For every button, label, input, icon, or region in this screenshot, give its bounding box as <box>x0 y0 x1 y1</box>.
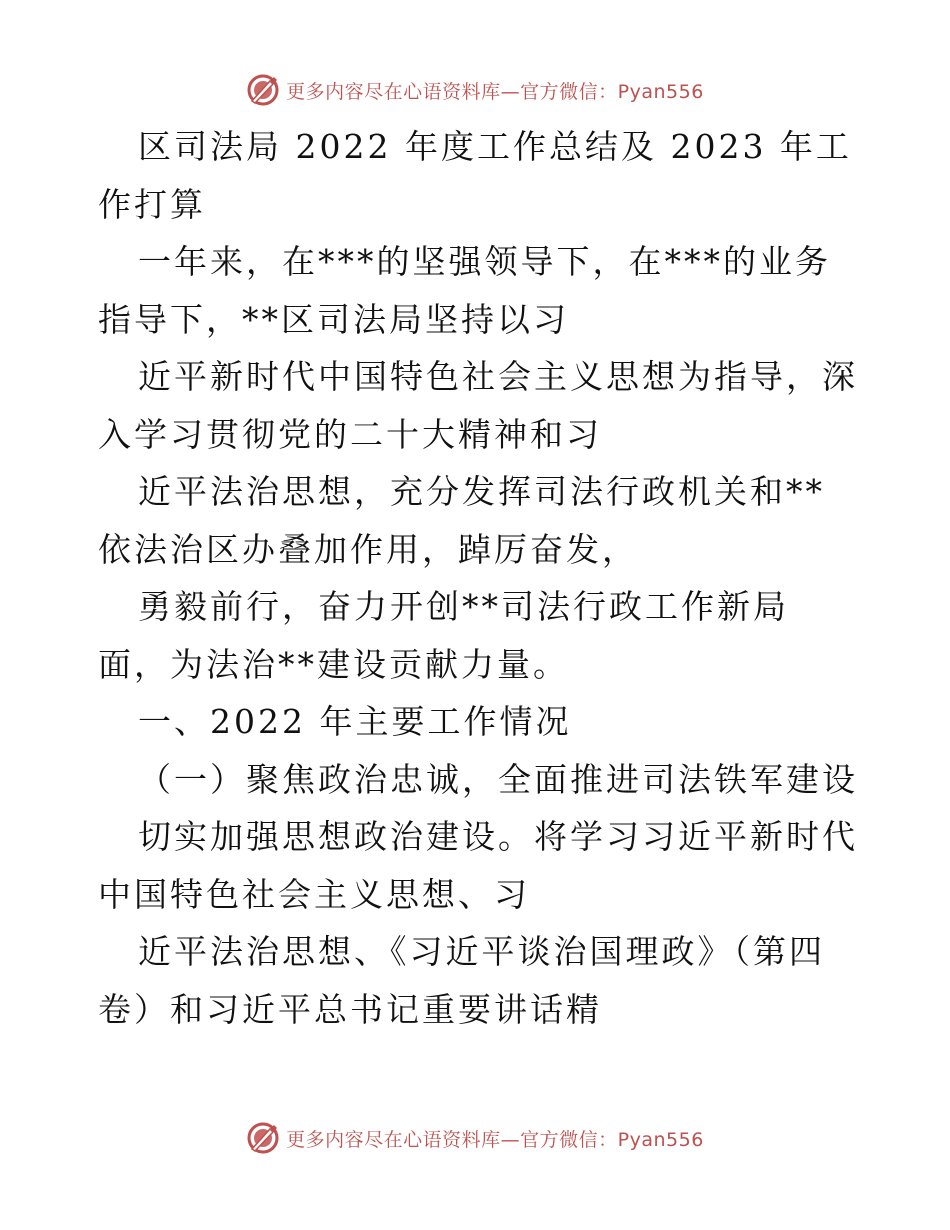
paragraph: 近平法治思想，充分发挥司法行政机关和**依法治区办叠加作用，踔厉奋发， <box>98 472 825 569</box>
document-title: 区司法局 2022 年度工作总结及 2023 年工作打算 <box>98 127 852 224</box>
subsection-heading: （一）聚焦政治忠诚，全面推进司法铁军建设 <box>138 759 858 799</box>
paragraph: 一年来，在***的坚强领导下，在***的业务指导下，**区司法局坚持以习 <box>98 242 831 339</box>
pen-seal-logo-icon <box>246 1121 280 1155</box>
paragraph: 切实加强思想政治建设。将学习习近平新时代中国特色社会主义思想、习 <box>98 817 858 914</box>
pen-seal-logo-icon <box>246 73 280 107</box>
paragraph: 近平法治思想、《习近平谈治国理政》（第四卷）和习近平总书记重要讲话精 <box>98 932 825 1029</box>
watermark-footer <box>0 1118 950 1158</box>
watermark-text: 更多内容尽在心语资料库—官方微信：Pyan556 <box>286 1128 704 1151</box>
paragraph: 近平新时代中国特色社会主义思想为指导，深入学习贯彻党的二十大精神和习 <box>98 357 858 454</box>
paragraph: 勇毅前行，奋力开创**司法行政工作新局面，为法治**建设贡献力量。 <box>98 587 789 684</box>
document-body <box>98 118 858 1038</box>
watermark-text: 更多内容尽在心语资料库—官方微信：Pyan556 <box>286 80 704 103</box>
section-heading: 一、2022 年主要工作情况 <box>138 702 572 741</box>
watermark-header <box>0 70 950 110</box>
